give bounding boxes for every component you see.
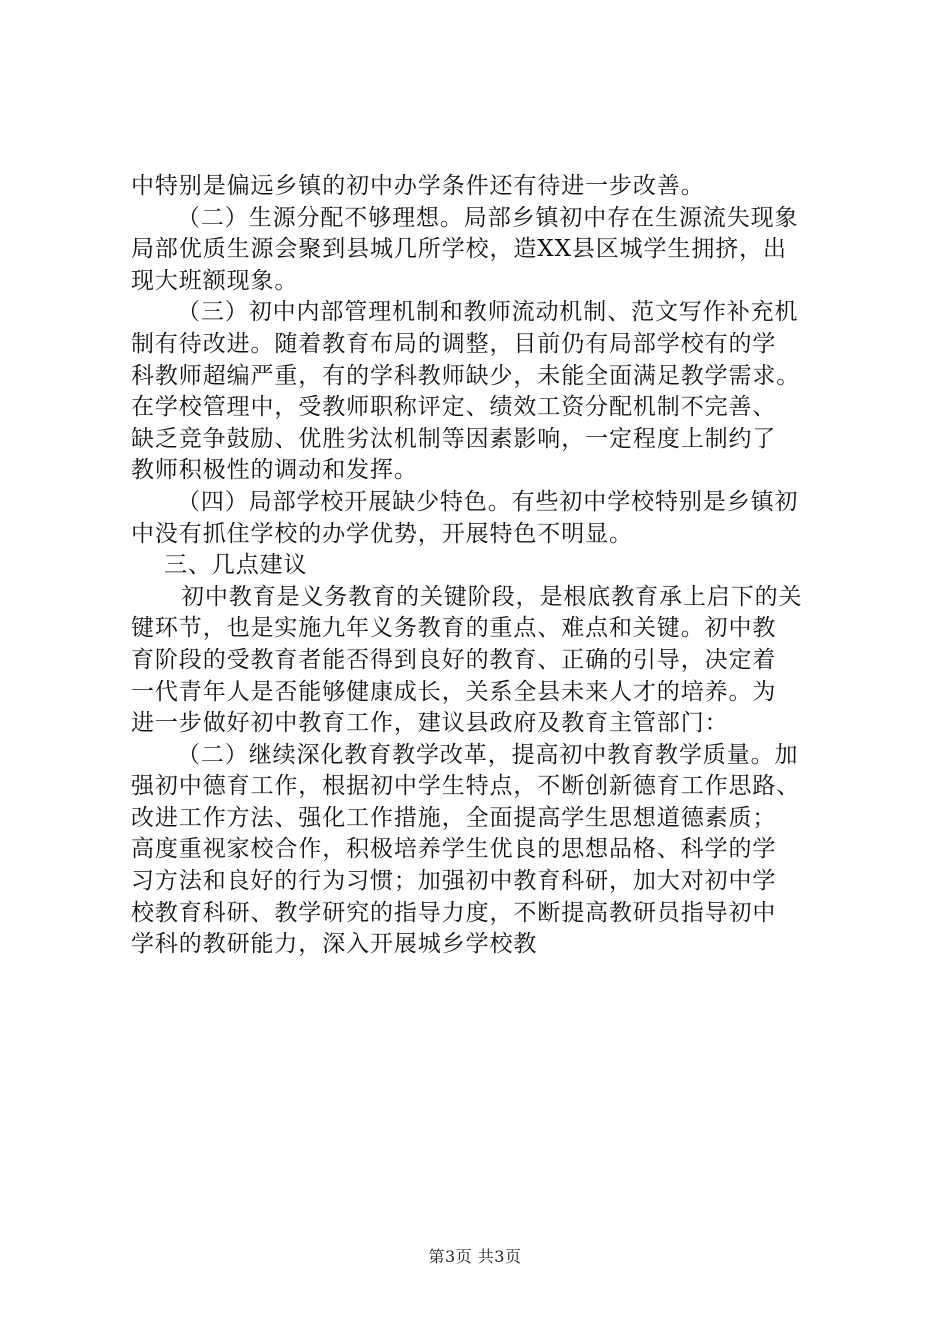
text-line: 高度重视家校合作，积极培养学生优良的思想品格、科学的学 [131, 836, 777, 863]
text-line: 育阶段的受教育者能否得到良好的教育、正确的引导，决定着 [131, 646, 777, 673]
section-heading: 三、几点建议 [164, 552, 308, 579]
text-line: 进一步做好初中教育工作，建议县政府及教育主管部门： [131, 710, 729, 737]
text-line: 教师积极性的调动和发挥。 [131, 457, 418, 484]
text-line: 学科的教研能力，深入开展城乡学校教 [131, 931, 538, 958]
text-line: 强初中德育工作，根据初中学生特点，不断创新德育工作思路、 [131, 773, 801, 800]
text-line: 初中教育是义务教育的关键阶段，是根底教育承上启下的关 [181, 583, 803, 610]
text-line: 局部优质生源会聚到县城几所学校，造XX县区城学生拥挤，出 [131, 236, 787, 263]
text-line: 中特别是偏远乡镇的初中办学条件还有待进一步改善。 [131, 173, 705, 199]
text-line: 键环节，也是实施九年义务教育的重点、难点和关键。初中教 [131, 615, 777, 642]
text-line: 在学校管理中，受教师职称评定、绩效工资分配机制不完善、 [131, 394, 777, 421]
document-body [131, 171, 831, 961]
page-number-footer: 第3页 共3页 [428, 1247, 522, 1266]
text-line: 中没有抓住学校的办学优势，开展特色不明显。 [131, 520, 633, 547]
text-line: 一代青年人是否能够健康成长，关系全县未来人才的培养。为 [131, 678, 777, 705]
text-line: （四）局部学校开展缺少特色。有些初中学校特别是乡镇初 [177, 488, 799, 515]
text-line: 现大班额现象。 [131, 267, 299, 294]
text-line: 科教师超编严重，有的学科教师缺少，未能全面满足教学需求。 [131, 362, 801, 389]
text-line: 校教育科研、教学研究的指导力度，不断提高教研员指导初中 [131, 899, 777, 926]
text-line: 改进工作方法、强化工作措施，全面提高学生思想道德素质； [131, 804, 777, 831]
text-line: 制有待改进。随着教育布局的调整，目前仍有局部学校有的学 [131, 330, 777, 357]
text-line: 缺乏竞争鼓励、优胜劣汰机制等因素影响，一定程度上制约了 [131, 425, 777, 452]
text-line: （二）生源分配不够理想。局部乡镇初中存在生源流失现象 [177, 204, 799, 231]
text-line: （二）继续深化教育教学改革，提高初中教育教学质量。加 [177, 741, 799, 768]
text-line: 习方法和良好的行为习惯；加强初中教育科研，加大对初中学 [131, 868, 777, 895]
text-line: （三）初中内部管理机制和教师流动机制、范文写作补充机 [177, 299, 799, 326]
